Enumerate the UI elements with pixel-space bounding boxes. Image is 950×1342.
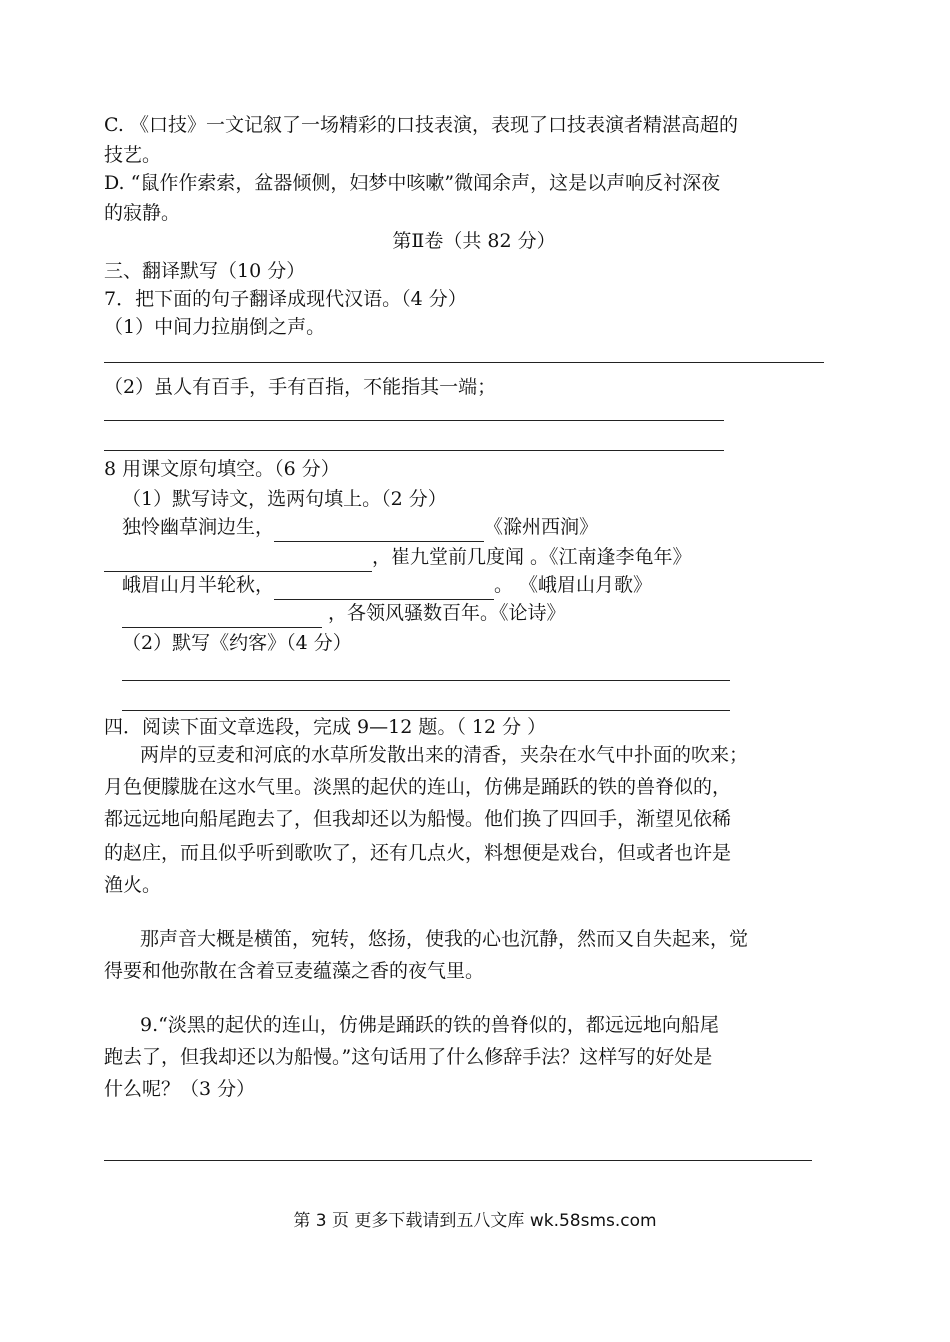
para1-line1: 两岸的豆麦和河底的水草所发散出来的清香，夹杂在水气中扑面的吹来； xyxy=(140,744,749,766)
poem-line-c-pre: 峨眉山月半轮秋， xyxy=(122,574,275,596)
poem-line-c xyxy=(122,570,862,600)
blank-d[interactable] xyxy=(122,605,322,628)
para1-line5: 渔火。 xyxy=(104,874,162,896)
poem-line-b-post: ，崔九堂前几度闻 。《江南逢李龟年》 xyxy=(372,546,692,568)
q9-line2: 跑去了，但我却还以为船慢。”这句话用了什么修辞手法？这样写的好处是 xyxy=(104,1046,713,1068)
blank-c[interactable] xyxy=(274,577,494,600)
option-d-line1: D. “鼠作作索索，盆器倾侧，妇梦中咳嗽”微闻余声，这是以声响反衬深夜 xyxy=(104,172,721,194)
answer-line-q7-1[interactable] xyxy=(104,362,824,363)
q8-part2: （2）默写《约客》（4 分） xyxy=(122,632,352,654)
para2-line1: 那声音大概是横笛，宛转，悠扬，使我的心也沉静，然而又自失起来，觉 xyxy=(140,928,749,950)
blank-a[interactable] xyxy=(274,519,484,542)
poem-line-a-post: 《滁州西涧》 xyxy=(484,516,599,538)
poem-line-b xyxy=(104,542,844,572)
option-c-line1: C. 《口技》一文记叙了一场精彩的口技表演，表现了口技表演者精湛高超的 xyxy=(104,114,738,136)
q7-item2: （2）虽人有百手，手有百指，不能指其一端； xyxy=(104,376,497,398)
answer-line-q8-2a[interactable] xyxy=(122,680,730,681)
q8-part1: （1）默写诗文，选两句填上。（2 分） xyxy=(122,488,447,510)
poem-line-c-post: 。 《峨眉山月歌》 xyxy=(494,574,653,596)
answer-line-q7-2b[interactable] xyxy=(104,450,724,451)
poem-line-d-post: ，各领风骚数百年。《论诗》 xyxy=(322,602,566,624)
answer-line-q7-2a[interactable] xyxy=(104,420,724,421)
section3-heading: 三、翻译默写（10 分） xyxy=(104,260,306,282)
answer-line-q9[interactable] xyxy=(104,1160,812,1161)
answer-line-q8-2b[interactable] xyxy=(122,710,730,711)
poem-line-a-pre: 独怜幽草涧边生， xyxy=(122,516,275,538)
poem-line-d xyxy=(122,598,862,628)
q8-title: 8 用课文原句填空。（6 分） xyxy=(104,458,340,480)
q7-item1: （1）中间力拉崩倒之声。 xyxy=(104,316,326,338)
poem-line-a xyxy=(122,512,862,542)
para1-line2: 月色便朦胧在这水气里。淡黑的起伏的连山，仿佛是踊跃的铁的兽脊似的， xyxy=(104,776,732,798)
option-c-line2: 技艺。 xyxy=(104,144,162,166)
q9-line1: 9.“淡黑的起伏的连山，仿佛是踊跃的铁的兽脊似的，都远远地向船尾 xyxy=(140,1014,719,1036)
page-footer: 第 3 页 更多下载请到五八文库 wk.58sms.com xyxy=(293,1211,657,1231)
section4-heading: 四．阅读下面文章选段，完成 9—12 题。（ 12 分 ） xyxy=(104,716,547,738)
q7-title: 7．把下面的句子翻译成现代汉语。（4 分） xyxy=(104,288,467,310)
para1-line4: 的赵庄，而且似乎听到歌吹了，还有几点火，料想便是戏台，但或者也许是 xyxy=(104,842,732,864)
q9-line3: 什么呢？（3 分） xyxy=(104,1078,256,1100)
blank-b[interactable] xyxy=(104,549,372,572)
para1-line3: 都远远地向船尾跑去了，但我却还以为船慢。他们换了四回手，渐望见依稀 xyxy=(104,808,732,830)
para2-line2: 得要和他弥散在含着豆麦蕴藻之香的夜气里。 xyxy=(104,960,485,982)
option-d-line2: 的寂静。 xyxy=(104,202,181,224)
volume-title: 第Ⅱ卷（共 82 分） xyxy=(392,230,556,252)
